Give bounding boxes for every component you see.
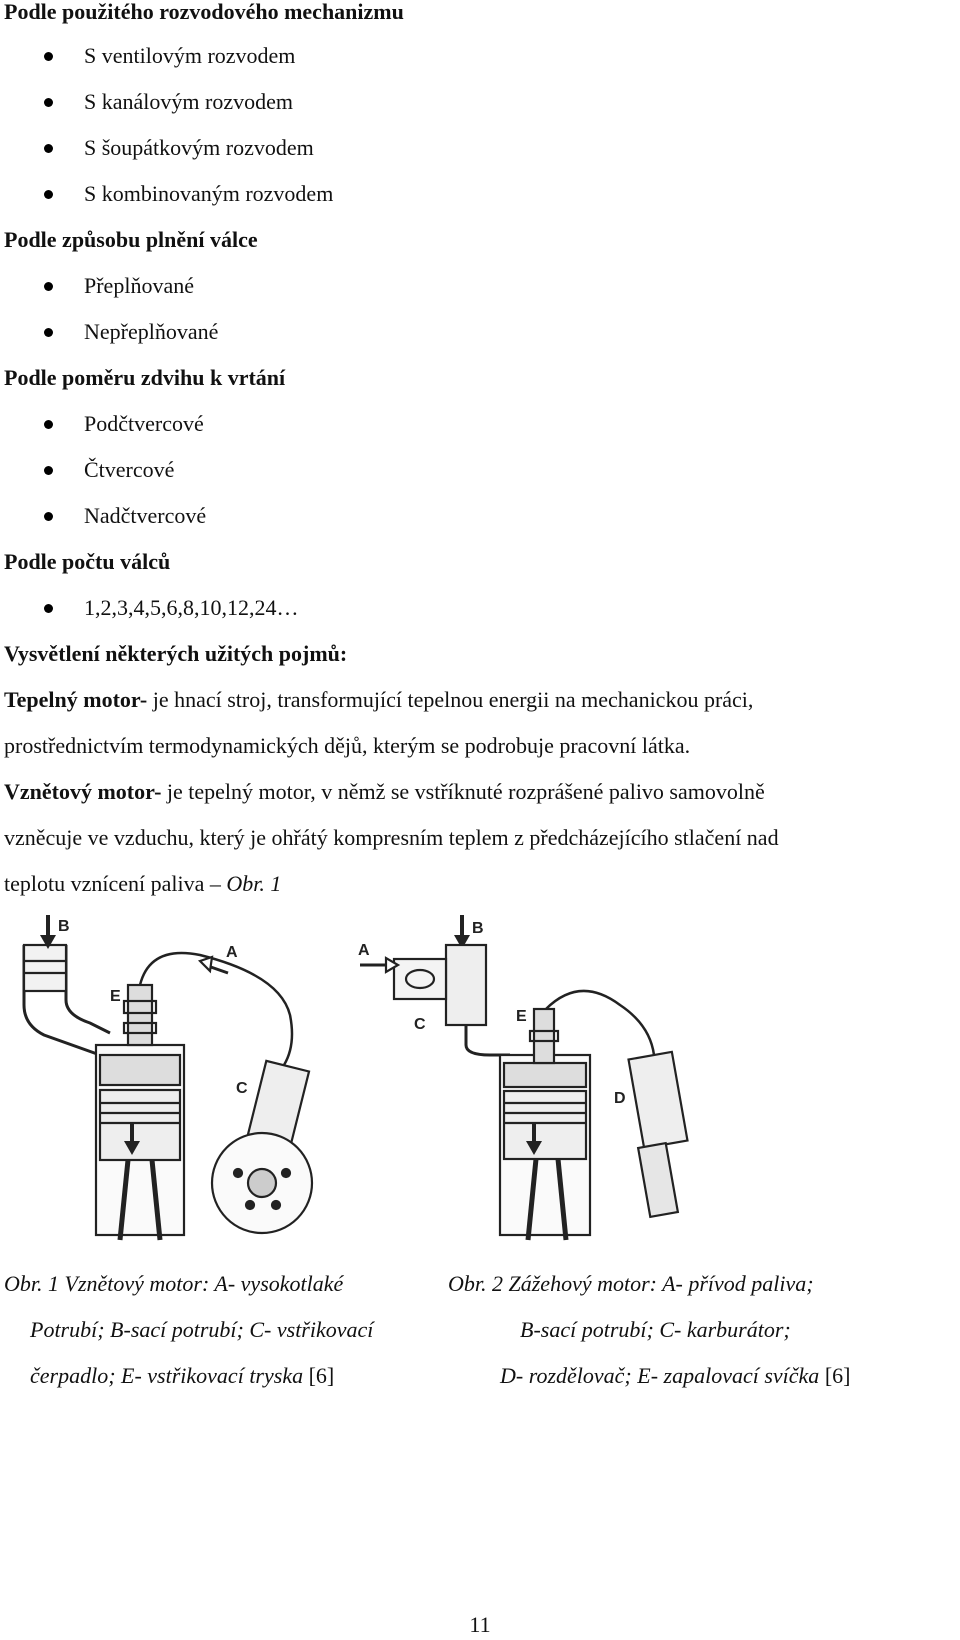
caption-text: čerpadlo; E- vstřikovací tryska — [30, 1363, 309, 1388]
paragraph-diesel-line2: vzněcuje ve vzduchu, který je ohřátý kompresním teplem z předcházejícího stlačení nad — [4, 825, 779, 850]
list-item: Podčtvercové — [84, 411, 204, 436]
bullet-icon — [44, 512, 53, 521]
list-item: S kombinovaným rozvodem — [84, 181, 334, 206]
label-c: C — [236, 1080, 248, 1097]
label-b: B — [58, 918, 70, 935]
definition-text: je tepelný motor, v němž se vstříknuté rozprášené palivo samovolně — [161, 779, 765, 804]
bullet-icon — [44, 98, 53, 107]
figure1-caption-line1: Obr. 1 Vznětový motor: A- vysokotlaké — [4, 1271, 344, 1296]
list-item: Nadčtvercové — [84, 503, 207, 528]
paragraph-diesel-line3 — [4, 870, 281, 898]
caption-text: D- rozdělovač; E- zapalovací svíčka — [500, 1363, 825, 1388]
label-d: D — [614, 1090, 626, 1107]
definition-text: je hnací stroj, transformující tepelnou energii na mechanickou práci, — [147, 687, 754, 712]
citation: [6] — [824, 1363, 851, 1388]
bullet-icon — [44, 190, 53, 199]
figure1-caption-line2: Potrubí; B-sací potrubí; C- vstřikovací — [30, 1317, 374, 1342]
term-diesel-engine: Vznětový motor- — [4, 779, 162, 804]
bullet-icon — [44, 604, 53, 613]
list-item: Čtvercové — [84, 457, 175, 482]
paragraph-heat-engine-line1 — [4, 686, 753, 714]
figure2-caption-line3 — [500, 1362, 850, 1390]
figure2-caption-line2: B-sací potrubí; C- karburátor; — [520, 1317, 791, 1342]
label-a: A — [226, 944, 238, 961]
figure2-caption-line1: Obr. 2 Zážehový motor: A- přívod paliva; — [448, 1271, 814, 1296]
paragraph-diesel-line1 — [4, 778, 765, 806]
list-item: S ventilovým rozvodem — [84, 43, 296, 68]
term-heat-engine: Tepelný motor- — [4, 687, 148, 712]
heading-cylinder-filling: Podle způsobu plnění válce — [4, 227, 258, 252]
definition-text: teplotu vznícení paliva – — [4, 871, 227, 896]
list-item: 1,2,3,4,5,6,8,10,12,24… — [84, 595, 299, 620]
bullet-icon — [44, 144, 53, 153]
heading-terms: Vysvětlení některých užitých pojmů: — [4, 641, 348, 666]
list-item: S kanálovým rozvodem — [84, 89, 293, 114]
figure-diesel-engine-diagram — [0, 905, 340, 1245]
bullet-icon — [44, 466, 53, 475]
figure1-caption-line3 — [30, 1362, 334, 1390]
paragraph-heat-engine-line2: prostřednictvím termodynamických dějů, kterým se podrobuje pracovní látka. — [4, 733, 691, 758]
label-b: B — [472, 920, 484, 937]
heading-cylinder-count: Podle počtu válců — [4, 549, 171, 574]
label-a: A — [358, 942, 370, 959]
page-number: 11 — [469, 1612, 491, 1637]
heading-valve-mechanism: Podle použitého rozvodového mechanizmu — [4, 0, 404, 24]
list-item: Přeplňované — [84, 273, 194, 298]
label-c: C — [414, 1016, 426, 1033]
label-e: E — [516, 1008, 527, 1025]
list-item: S šoupátkovým rozvodem — [84, 135, 314, 160]
citation: [6] — [308, 1363, 335, 1388]
bullet-icon — [44, 282, 53, 291]
bullet-icon — [44, 52, 53, 61]
figure-spark-ignition-engine-diagram — [350, 905, 710, 1245]
label-e: E — [110, 988, 121, 1005]
heading-stroke-bore: Podle poměru zdvihu k vrtání — [4, 365, 286, 390]
figure-reference: Obr. 1 — [226, 871, 282, 896]
list-item: Nepřeplňované — [84, 319, 219, 344]
bullet-icon — [44, 420, 53, 429]
bullet-icon — [44, 328, 53, 337]
